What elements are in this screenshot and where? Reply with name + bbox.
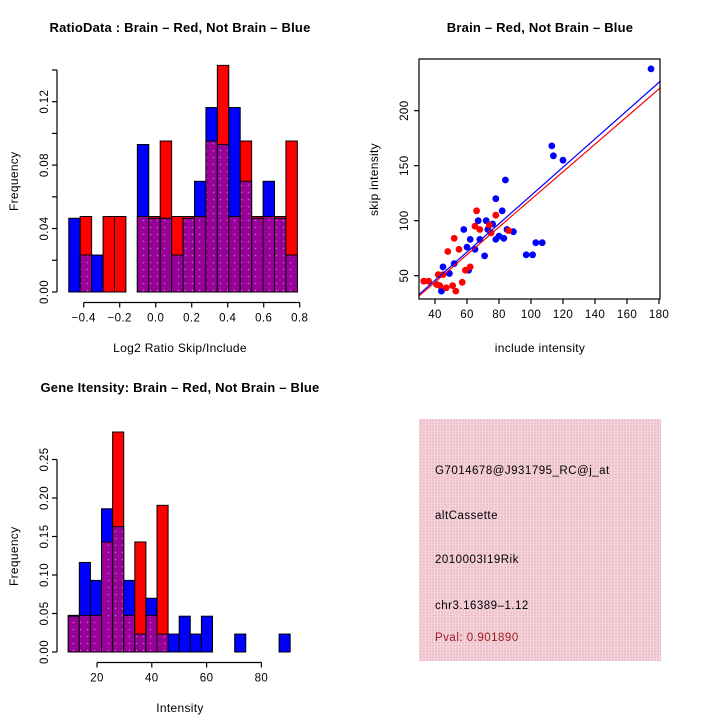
scatter-point-blue xyxy=(548,143,555,150)
y-tick-label: 0.08 xyxy=(39,153,51,178)
ratio-histogram-xlabel: Log2 Ratio Skip/Include xyxy=(113,341,247,355)
scatter-point-blue xyxy=(502,177,509,184)
scatter-point-blue xyxy=(440,264,447,271)
x-tick-label: 160 xyxy=(616,309,638,321)
y-tick-label: 150 xyxy=(399,155,411,176)
x-tick-label: −0.4 xyxy=(71,312,96,325)
pval-text: Pval: 0.901890 xyxy=(435,632,519,644)
hist-bar-overlap xyxy=(183,218,194,292)
x-tick-label: 0.4 xyxy=(219,312,237,325)
hist-bar-overlap xyxy=(102,542,113,652)
y-tick-label: 0.00 xyxy=(39,640,51,664)
x-axis xyxy=(90,663,268,685)
gene-intensity-histogram-plot xyxy=(0,360,360,720)
hist-bar-overlap xyxy=(124,615,135,652)
hist-bar-overlap xyxy=(252,218,263,292)
gene-intensity-histogram-xlabel: Intensity xyxy=(156,701,204,715)
y-tick-label: 0.12 xyxy=(39,89,51,114)
hist-bar-overlap xyxy=(68,616,79,652)
y-tick-label: 0.00 xyxy=(39,280,51,304)
hist-bar-overlap xyxy=(113,527,124,652)
y-tick-label: 0.15 xyxy=(39,524,51,549)
probe-id-text: G7014678@J931795_RC@j_at xyxy=(435,465,610,477)
x-tick-label: 60 xyxy=(199,672,214,685)
panel-gene-info xyxy=(360,360,720,720)
x-tick-label: 80 xyxy=(492,309,506,321)
y-tick-label: 0.04 xyxy=(39,216,51,241)
x-tick-label: 140 xyxy=(584,309,606,321)
scatter-point-red xyxy=(467,264,474,271)
hist-bar-overlap xyxy=(263,217,274,292)
hist-bars xyxy=(69,65,298,292)
hist-bar-overlap xyxy=(135,634,146,652)
x-tick-label: −0.2 xyxy=(107,312,132,325)
x-tick-label: 60 xyxy=(460,309,474,321)
scatter-point-red xyxy=(492,212,499,219)
hist-bar-blue xyxy=(190,634,201,652)
hist-bar-overlap xyxy=(149,218,160,292)
scatter-point-blue xyxy=(550,152,557,159)
y-tick-label: 50 xyxy=(399,268,411,283)
hist-bar-overlap xyxy=(137,217,148,292)
scatter-point-red xyxy=(456,246,463,253)
y-axis xyxy=(39,70,57,304)
y-tick-label: 0.25 xyxy=(39,447,51,472)
scatter-point-blue xyxy=(467,236,474,243)
scatter-point-red xyxy=(436,282,443,289)
locus-text: chr3.16389–1.12 xyxy=(435,600,529,612)
intensity-scatter-plot xyxy=(360,0,720,360)
x-tick-label: 20 xyxy=(90,672,104,685)
x-tick-label: 80 xyxy=(254,672,269,685)
gene-intensity-histogram-ylabel: Frequency xyxy=(7,526,21,586)
y-tick-label: 200 xyxy=(399,100,411,121)
x-tick-label: 180 xyxy=(648,309,670,321)
ratio-histogram-title: RatioData : Brain – Red, Not Brain – Blue xyxy=(49,20,311,35)
hist-bar-overlap xyxy=(80,255,91,292)
scatter-point-blue xyxy=(492,195,499,202)
intensity-scatter-title: Brain – Red, Not Brain – Blue xyxy=(446,20,634,35)
x-tick-label: 120 xyxy=(552,309,574,321)
hist-bar-blue xyxy=(201,616,212,652)
hist-bar-overlap xyxy=(217,145,228,292)
hist-bar-blue xyxy=(92,255,103,292)
hist-bar-blue xyxy=(279,634,290,652)
hist-bars xyxy=(68,432,290,652)
hist-bar-overlap xyxy=(194,217,205,292)
hist-bar-overlap xyxy=(240,181,251,292)
panel-intensity-scatter xyxy=(360,0,720,360)
hist-bar-overlap xyxy=(172,255,183,292)
y-axis xyxy=(39,448,57,664)
hist-bar-overlap xyxy=(146,615,157,652)
x-tick-label: 40 xyxy=(145,672,159,685)
hist-bar-blue xyxy=(179,616,190,652)
hist-bar-overlap xyxy=(275,218,286,292)
scatter-point-red xyxy=(486,222,493,229)
scatter-point-blue xyxy=(648,66,655,73)
x-tick-label: 0.6 xyxy=(255,312,273,325)
fit-line-red xyxy=(419,88,661,296)
y-axis xyxy=(399,101,419,283)
x-tick-label: 100 xyxy=(520,309,542,321)
scatter-points xyxy=(420,66,654,295)
intensity-scatter-xlabel: include intensity xyxy=(494,341,586,355)
y-tick-label: 0.20 xyxy=(39,486,51,510)
gene-name-text: 2010003I19Rik xyxy=(435,554,519,566)
panel-ratio-histogram xyxy=(0,0,360,360)
scatter-point-blue xyxy=(529,251,536,258)
scatter-point-blue xyxy=(481,253,488,260)
ratio-histogram-plot xyxy=(0,0,360,360)
scatter-point-red xyxy=(473,207,480,214)
x-tick-label: 40 xyxy=(428,309,442,321)
x-tick-label: 0.2 xyxy=(183,312,201,325)
intensity-scatter-ylabel: skip intensity xyxy=(367,143,381,217)
ratio-histogram-ylabel: Frequency xyxy=(7,151,21,211)
hist-bar-overlap xyxy=(229,217,240,292)
x-axis xyxy=(428,299,669,321)
scatter-point-red xyxy=(443,284,450,291)
scatter-point-red xyxy=(476,226,483,233)
gene-info-box xyxy=(419,419,661,661)
scatter-point-blue xyxy=(539,239,546,246)
hist-bar-overlap xyxy=(79,615,90,652)
gene-intensity-histogram-title: Gene Itensity: Brain – Red, Not Brain – Blue xyxy=(40,380,320,395)
scatter-point-red xyxy=(451,235,458,242)
splice-type-text: altCassette xyxy=(435,510,499,522)
scatter-point-blue xyxy=(523,251,530,258)
scatter-point-red xyxy=(459,279,466,286)
fit-line-blue xyxy=(419,81,661,294)
hist-bar-red xyxy=(157,505,168,652)
scatter-point-blue xyxy=(560,157,567,164)
hist-bar-overlap xyxy=(160,218,171,292)
hist-bar-blue xyxy=(235,634,246,652)
scatter-point-red xyxy=(505,227,512,234)
scatter-point-blue xyxy=(499,207,506,214)
hist-bar-blue xyxy=(168,634,179,652)
hist-bar-overlap xyxy=(206,141,217,292)
panel-gene-intensity-histogram xyxy=(0,360,360,720)
x-axis xyxy=(72,303,309,325)
scatter-point-blue xyxy=(500,235,507,242)
scatter-point-blue xyxy=(460,226,467,233)
x-tick-label: 0.0 xyxy=(147,312,165,325)
y-tick-label: 0.05 xyxy=(39,601,51,626)
y-tick-label: 0.10 xyxy=(39,563,51,587)
hist-bar-red xyxy=(103,217,114,292)
hist-bar-overlap xyxy=(157,634,168,652)
scatter-point-red xyxy=(444,248,451,255)
x-tick-label: 0.8 xyxy=(291,312,309,325)
hist-bar-overlap xyxy=(286,255,297,292)
scatter-point-red xyxy=(452,288,459,295)
hist-bar-red xyxy=(114,217,125,292)
hist-bar-blue xyxy=(69,218,80,292)
scatter-point-blue xyxy=(532,239,539,246)
y-tick-label: 100 xyxy=(399,210,411,231)
hist-bar-overlap xyxy=(90,615,101,652)
